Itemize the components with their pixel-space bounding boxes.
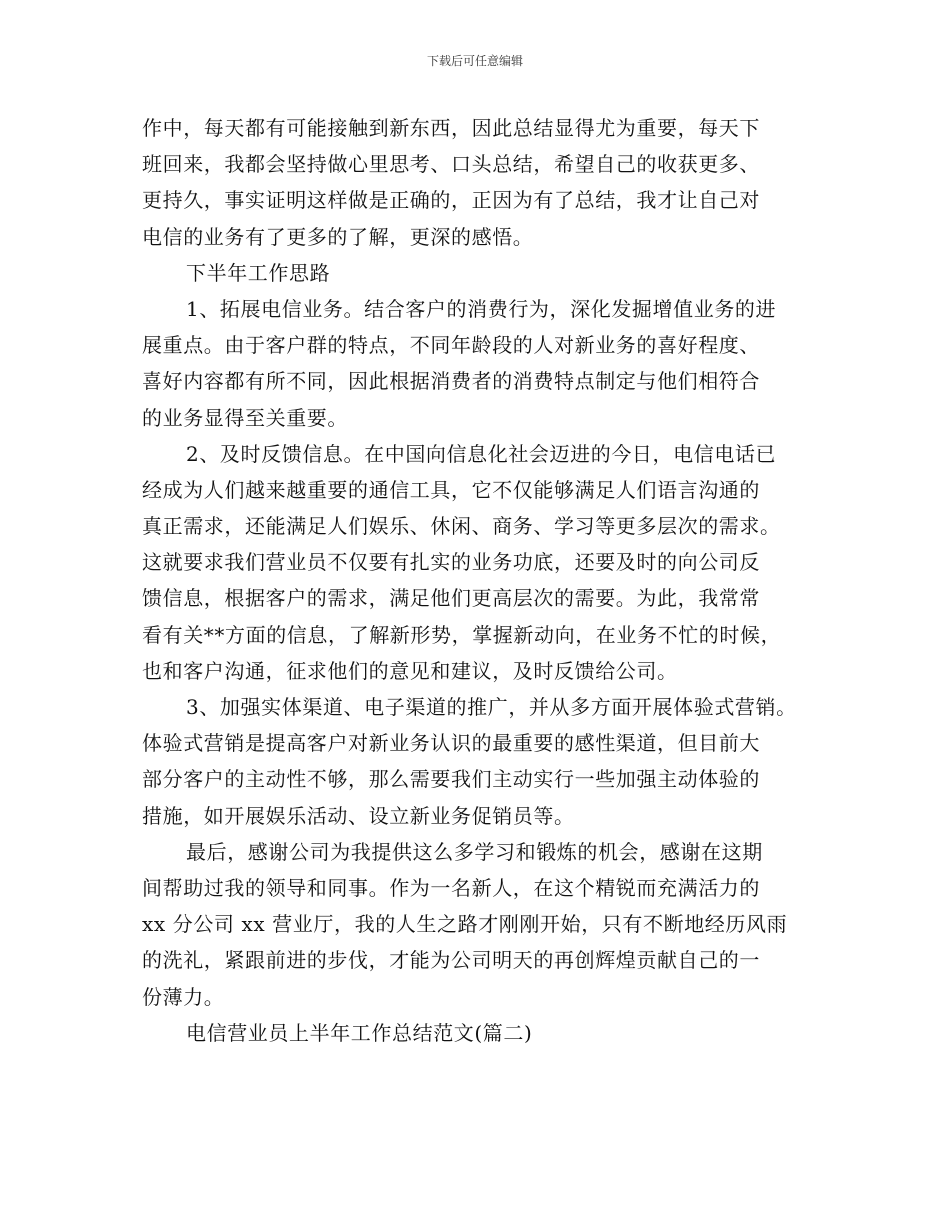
text-line: 也和客户沟通，征求他们的意见和建议，及时反馈给公司。 [142,658,678,683]
text-line: 2、及时反馈信息。在中国向信息化社会迈进的今日，电信电话已 [186,441,777,466]
text-line: 最后，感谢公司为我提供这么多学习和锻炼的机会，感谢在这期 [186,839,763,864]
text-line: 的业务显得至关重要。 [142,405,348,430]
text-line: 真正需求，还能满足人们娱乐、休闲、商务、学习等更多层次的需求。 [142,514,781,539]
text-line: 电信的业务有了更多的了解，更深的感悟。 [142,224,534,249]
text-line: 展重点。由于客户群的特点，不同年龄段的人对新业务的喜好程度、 [142,333,760,358]
text-line: 下半年工作思路 [186,260,331,285]
text-line: 的洗礼，紧跟前进的步伐，才能为公司明天的再创辉煌贡献自己的一 [142,948,760,973]
text-line: 这就要求我们营业员不仅要有扎实的业务功底，还要及时的向公司反 [142,550,760,575]
text-line: 1、拓展电信业务。结合客户的消费行为，深化发掘增值业务的进 [186,296,777,321]
text-line: 馈信息，根据客户的需求，满足他们更高层次的需要。为此，我常常 [142,586,760,611]
text-line: xx 分公司 xx 营业厅，我的人生之路才刚刚开始，只有不断地经历风雨 [142,912,788,937]
document-body [142,110,812,1051]
text-line: 措施，如开展娱乐活动、设立新业务促销员等。 [142,803,575,828]
text-line: 份薄力。 [142,984,225,1009]
text-line: 看有关**方面的信息，了解新形势，掌握新动向，在业务不忙的时候， [142,622,782,647]
text-line: 班回来，我都会坚持做心里思考、口头总结，希望自己的收获更多、 [142,152,760,177]
page-header: 下载后可任意编辑 [426,54,523,68]
text-line: 电信营业员上半年工作总结范文(篇二) [186,1020,533,1045]
text-line: 间帮助过我的领导和同事。作为一名新人，在这个精锐而充满活力的 [142,875,760,900]
text-line: 作中，每天都有可能接触到新东西，因此总结显得尤为重要，每天下 [142,116,760,140]
text-line: 喜好内容都有所不同，因此根据消费者的消费特点制定与他们相符合 [142,369,760,394]
text-line: 体验式营销是提高客户对新业务认识的最重要的感性渠道，但目前大 [142,731,760,756]
text-line: 经成为人们越来越重要的通信工具，它不仅能够满足人们语言沟通的 [142,477,760,502]
text-line: 更持久，事实证明这样做是正确的，正因为有了总结，我才让自己对 [142,188,760,213]
text-line: 3、加强实体渠道、电子渠道的推广，并从多方面开展体验式营销。 [186,695,797,719]
text-line: 部分客户的主动性不够，那么需要我们主动实行一些加强主动体验的 [142,767,760,792]
